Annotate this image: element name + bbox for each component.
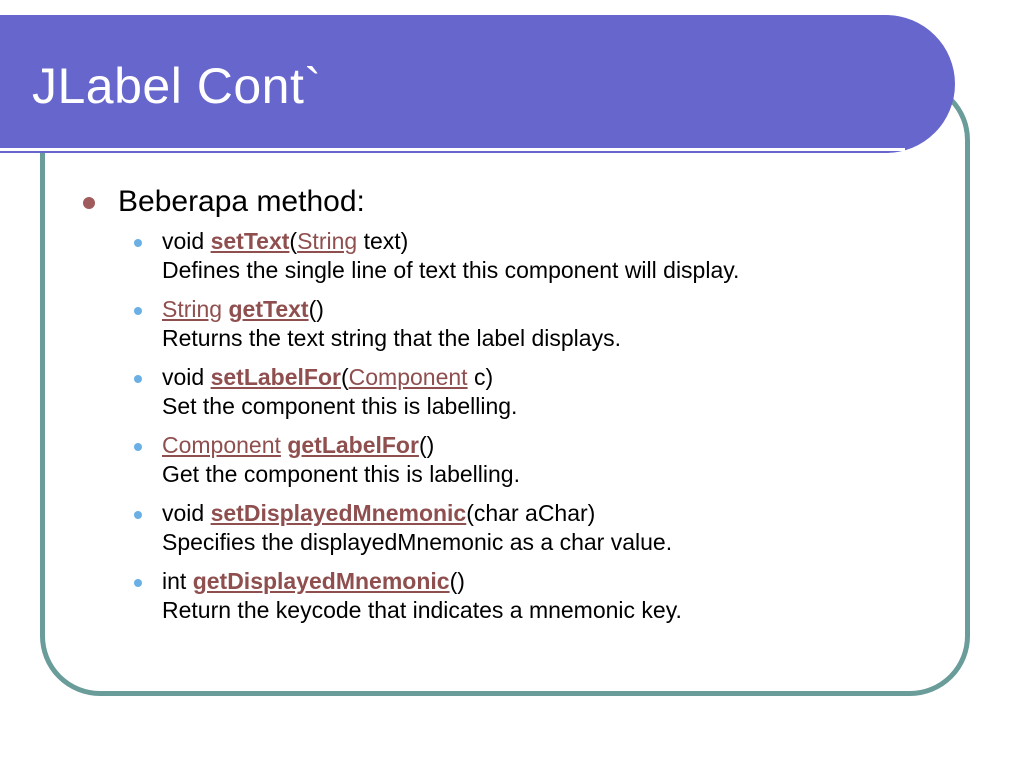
return-type-link[interactable]: String: [162, 296, 223, 322]
sub-bullet-dot-icon: [134, 307, 142, 315]
return-type-text: void: [162, 228, 211, 254]
method-list: [80, 227, 950, 625]
sub-bullet-dot-icon: [134, 375, 142, 383]
return-type-text: void: [162, 364, 211, 390]
bullet-text: Beberapa method:: [118, 185, 365, 218]
paren-text: (): [308, 296, 324, 322]
method-item: [80, 363, 950, 421]
method-description: Defines the single line of text this component will display.: [162, 257, 740, 283]
sub-bullet-dot-icon: [134, 579, 142, 587]
paren-text: (: [289, 228, 298, 254]
sub-bullet-dot-icon: [134, 239, 142, 247]
method-signature: [162, 227, 950, 256]
title-band: [0, 15, 955, 153]
method-signature: [162, 363, 950, 392]
method-item: [80, 227, 950, 285]
bullet-level1: [80, 183, 950, 221]
method-description: Return the keycode that indicates a mnemonic key.: [162, 597, 682, 623]
method-name-link[interactable]: setLabelFor: [210, 364, 341, 390]
method-name-link[interactable]: setText: [210, 228, 290, 254]
method-description: Specifies the displayedMnemonic as a char value.: [162, 529, 673, 555]
method-description: Returns the text string that the label displays.: [162, 325, 621, 351]
bullet-dot-icon: [83, 197, 95, 209]
method-description: Get the component this is labelling.: [162, 461, 520, 487]
method-name-link[interactable]: setDisplayedMnemonic: [210, 500, 467, 526]
paren-text: (): [418, 432, 435, 458]
param-text: c): [467, 364, 494, 390]
method-item: [80, 295, 950, 353]
paren-text: (: [340, 364, 349, 390]
return-type-text: void: [162, 500, 211, 526]
paren-text: (): [449, 568, 465, 594]
slide-content: [80, 183, 950, 635]
param-text: text): [357, 228, 409, 254]
method-name-link[interactable]: getText: [228, 296, 309, 322]
sub-bullet-dot-icon: [134, 511, 142, 519]
method-signature: [162, 431, 950, 460]
param-type-link[interactable]: String: [297, 228, 358, 254]
method-signature: [162, 499, 950, 528]
param-type-link[interactable]: Component: [348, 364, 468, 390]
method-item: [80, 431, 950, 489]
title-divider: [0, 148, 905, 151]
return-type-link[interactable]: Component: [162, 432, 281, 458]
return-type-text: int: [162, 568, 193, 594]
method-description: Set the component this is labelling.: [162, 393, 518, 419]
method-name-link[interactable]: getLabelFor: [287, 432, 419, 458]
paren-text: (char aChar): [466, 500, 596, 526]
method-signature: [162, 295, 950, 324]
method-item: [80, 499, 950, 557]
sub-bullet-dot-icon: [134, 443, 142, 451]
method-name-link[interactable]: getDisplayedMnemonic: [192, 568, 450, 594]
method-signature: [162, 567, 950, 596]
slide-title: JLabel Cont`: [32, 58, 322, 114]
method-item: [80, 567, 950, 625]
